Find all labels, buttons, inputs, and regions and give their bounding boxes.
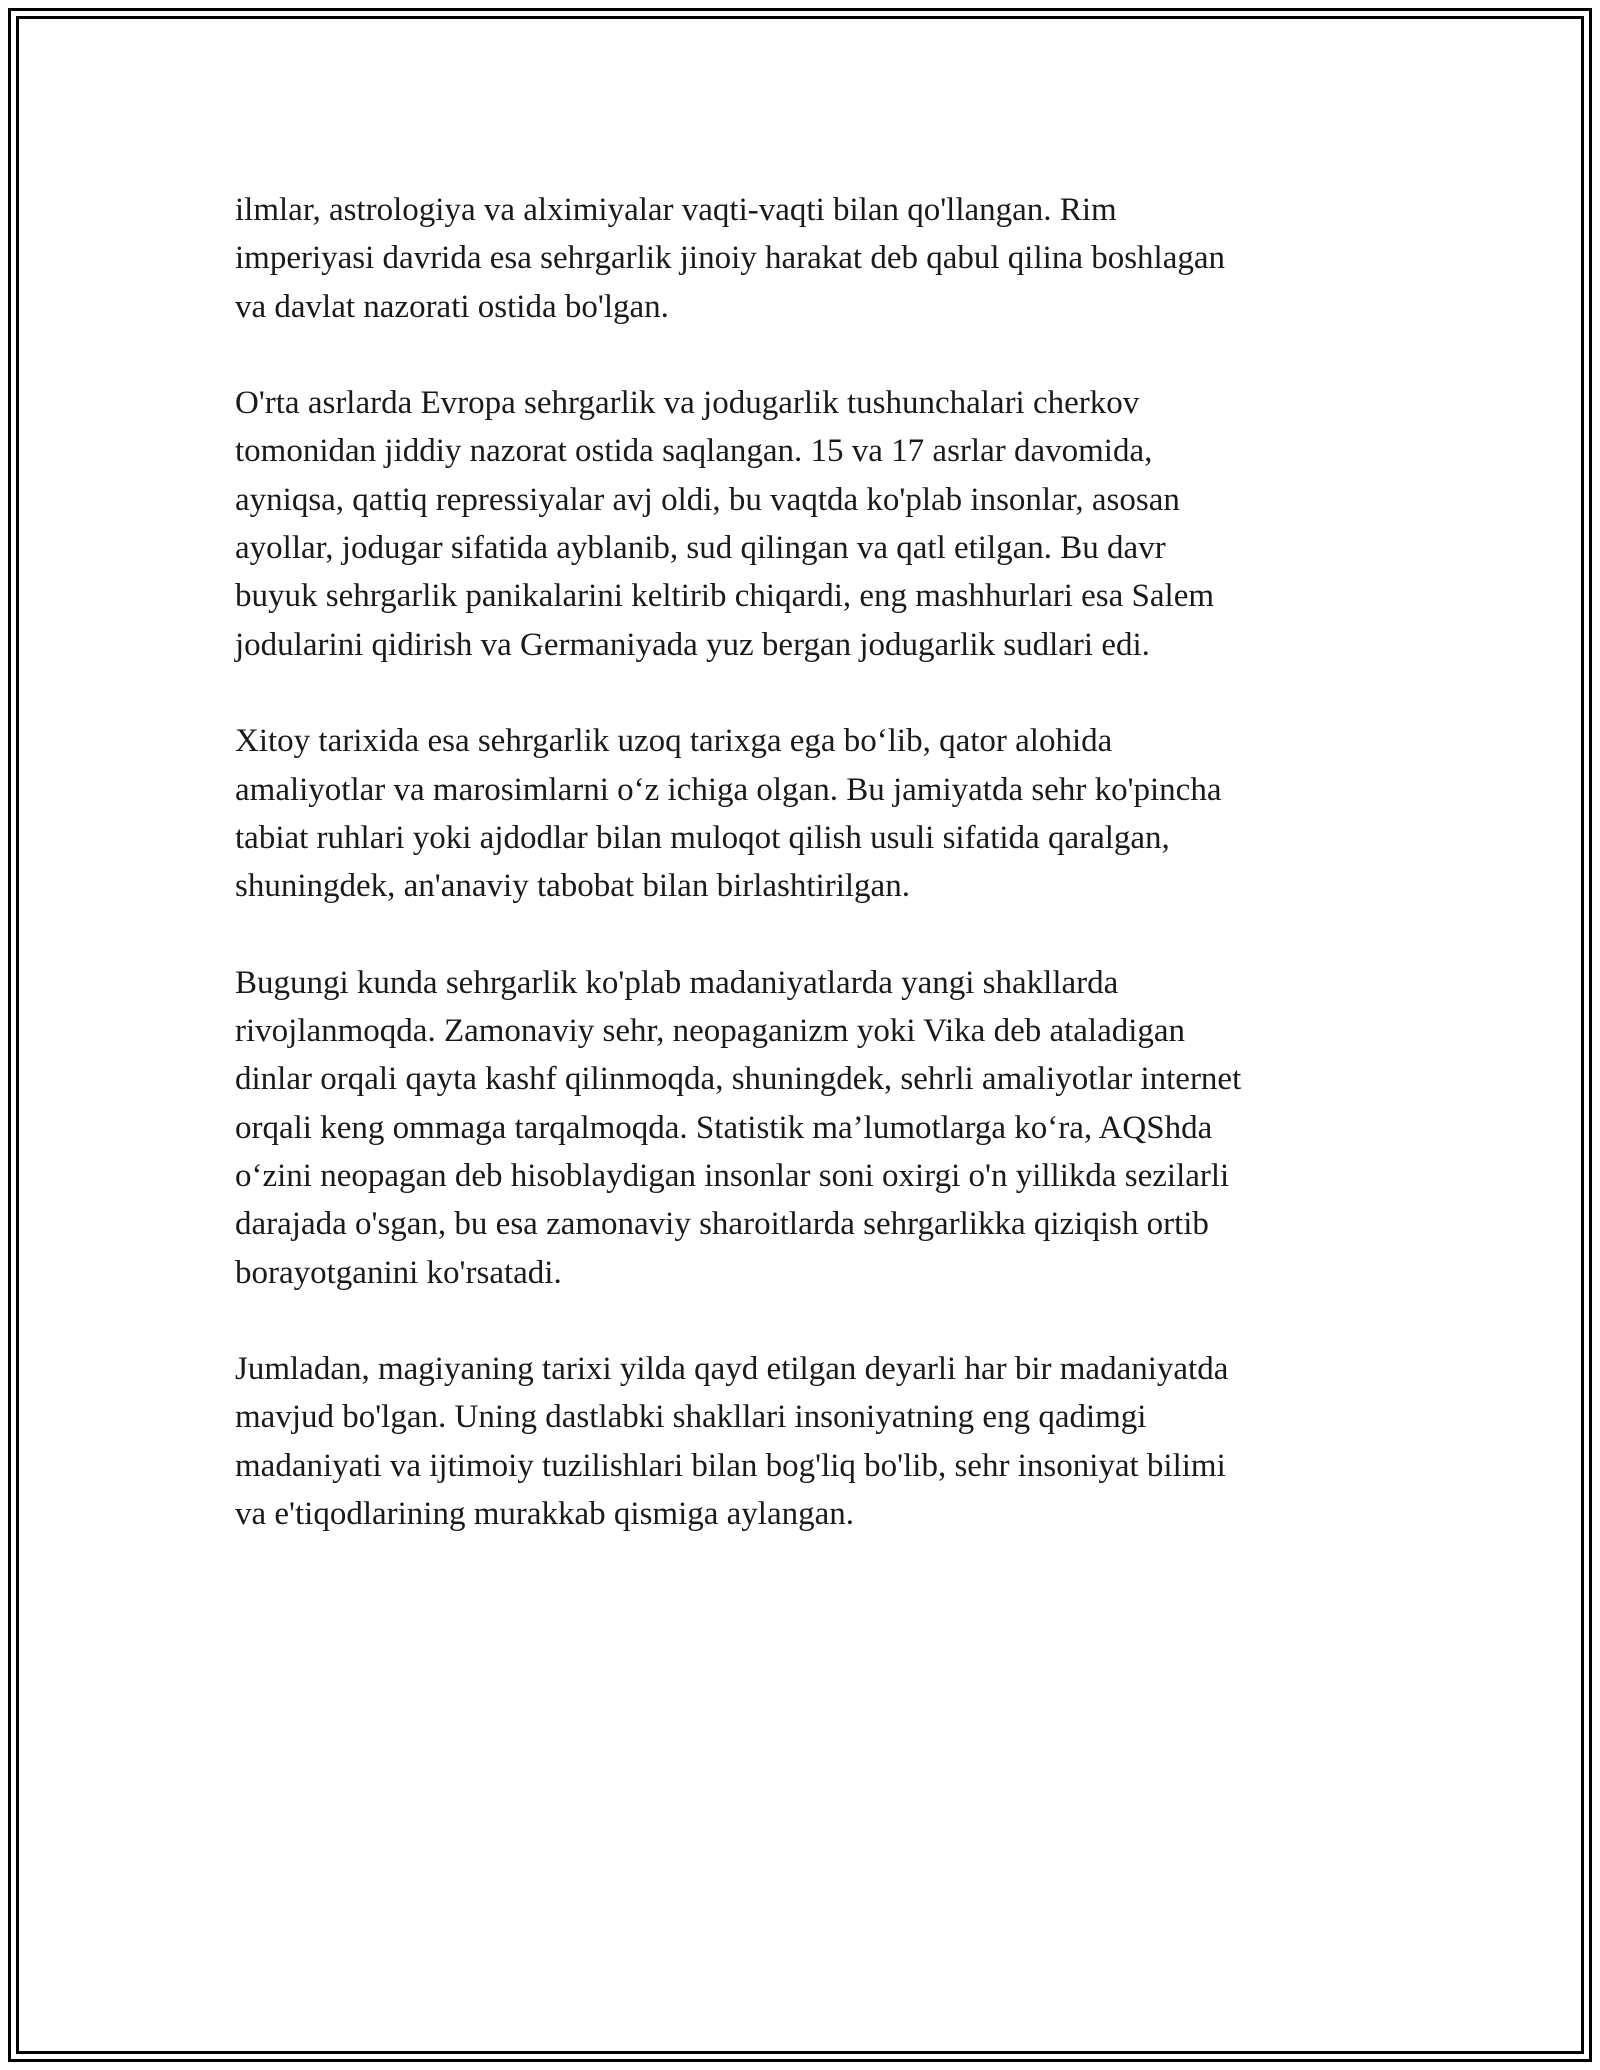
paragraph-line: rivojlanmoqda. Zamonaviy sehr, neopaganizm yoki Vika deb ataladigan: [235, 1013, 1186, 1050]
paragraph-line: O'rta asrlarda Evropa sehrgarlik va jodugarlik tushunchalari cherkov: [235, 385, 1140, 422]
paragraph-line: borayotganini ko'rsatadi.: [235, 1254, 562, 1291]
paragraph-2: [235, 379, 1365, 669]
paragraph-line: darajada o'sgan, bu esa zamonaviy sharoitlarda sehrgarlikka qiziqish ortib: [235, 1206, 1209, 1243]
paragraph-line: buyuk sehrgarlik panikalarini keltirib chiqardi, eng mashhurlari esa Salem: [235, 578, 1215, 615]
paragraph-line: shuningdek, an'anaviy tabobat bilan birlashtirilgan.: [235, 868, 910, 905]
paragraph-line: imperiyasi davrida esa sehrgarlik jinoiy harakat deb qabul qilina boshlagan: [235, 240, 1226, 277]
paragraph-line: madaniyati va ijtimoiy tuzilishlari bilan bog'liq bo'lib, sehr insoniyat bilimi: [235, 1447, 1226, 1484]
paragraph-line: o‘zini neopagan deb hisoblaydigan insonlar soni oxirgi o'n yillikda sezilarli: [235, 1157, 1230, 1194]
paragraph-line: mavjud bo'lgan. Uning dastlabki shakllari insoniyatning eng qadimgi: [235, 1399, 1147, 1436]
paragraph-line: Bugungi kunda sehrgarlik ko'plab madaniyatlarda yangi shakllarda: [235, 964, 1119, 1001]
paragraph-line: orqali keng ommaga tarqalmoqda. Statistik ma’lumotlarga ko‘ra, AQShda: [235, 1109, 1213, 1146]
paragraph-1: [235, 186, 1365, 331]
paragraph-4: [235, 959, 1365, 1297]
paragraph-line: dinlar orqali qayta kashf qilinmoqda, shuningdek, sehrli amaliyotlar internet: [235, 1061, 1242, 1098]
paragraph-line: ayniqsa, qattiq repressiyalar avj oldi, bu vaqtda ko'plab insonlar, asosan: [235, 481, 1180, 518]
paragraph-line: Jumladan, magiyaning tarixi yilda qayd etilgan deyarli har bir madaniyatda: [235, 1351, 1229, 1388]
paragraph-line: ilmlar, astrologiya va alximiyalar vaqti-vaqti bilan qo'llangan. Rim: [235, 192, 1117, 228]
paragraph-line: Xitoy tarixida esa sehrgarlik uzoq tarixga ega bo‘lib, qator alohida: [235, 723, 1113, 760]
paragraph-line: tabiat ruhlari yoki ajdodlar bilan muloqot qilish usuli sifatida qaralgan,: [235, 819, 1170, 856]
paragraph-3: [235, 717, 1365, 910]
paragraph-line: amaliyotlar va marosimlarni o‘z ichiga olgan. Bu jamiyatda sehr ko'pincha: [235, 771, 1222, 808]
paragraph-line: tomonidan jiddiy nazorat ostida saqlangan. 15 va 17 asrlar davomida,: [235, 433, 1153, 470]
paragraph-line: jodularini qidirish va Germaniyada yuz bergan jodugarlik sudlari edi.: [235, 626, 1150, 663]
paragraph-line: va e'tiqodlarining murakkab qismiga aylangan.: [235, 1496, 855, 1533]
paragraph-line: ayollar, jodugar sifatida ayblanib, sud qilingan va qatl etilgan. Bu davr: [235, 530, 1166, 567]
paragraph-5: [235, 1345, 1365, 1538]
paragraph-line: va davlat nazorati ostida bo'lgan.: [235, 288, 669, 325]
document-body: [235, 186, 1365, 1587]
